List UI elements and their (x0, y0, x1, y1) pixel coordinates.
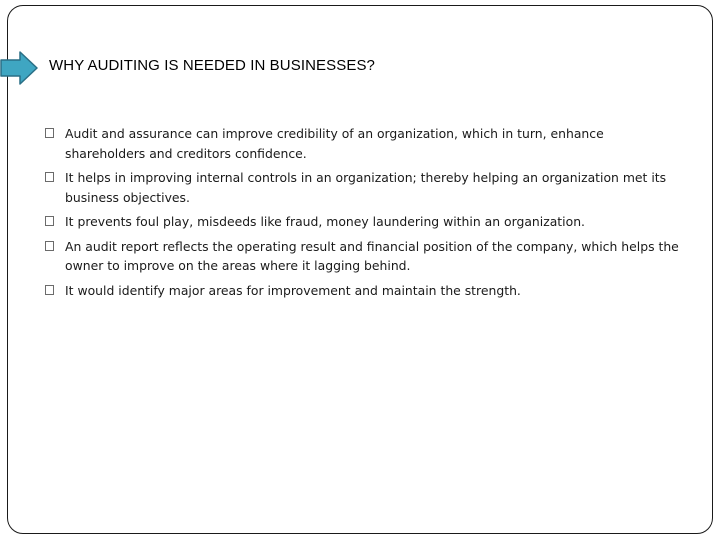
bullet-item (44, 281, 684, 301)
bullet-text: An audit report reflects the operating result and financial position of the company, which helps the owner to improve on the areas where it lagging behind. (65, 238, 679, 273)
bullet-item (44, 168, 684, 207)
bullet-item (44, 124, 684, 163)
bullet-text: It would identify major areas for improvement and maintain the strength. (65, 282, 521, 298)
square-bullet-icon (45, 241, 54, 251)
square-bullet-icon (45, 172, 54, 182)
bullet-text: It prevents foul play, misdeeds like fraud, money laundering within an organization. (65, 214, 585, 229)
bullet-text: It helps in improving internal controls in an organization; thereby helping an organization met its business objectives. (65, 170, 667, 205)
square-bullet-icon (45, 285, 54, 295)
arrow-right-icon (0, 50, 38, 86)
slide-title: WHY AUDITING IS NEEDED IN BUSINESSES? (49, 57, 375, 74)
square-bullet-icon (45, 216, 54, 226)
bullet-text: Audit and assurance can improve credibility of an organization, which in turn, enhance shareholders and creditors confidence. (65, 126, 604, 161)
square-bullet-icon (45, 128, 54, 138)
bullet-item (44, 237, 684, 276)
bullet-list (44, 124, 684, 305)
bullet-item (44, 212, 684, 232)
